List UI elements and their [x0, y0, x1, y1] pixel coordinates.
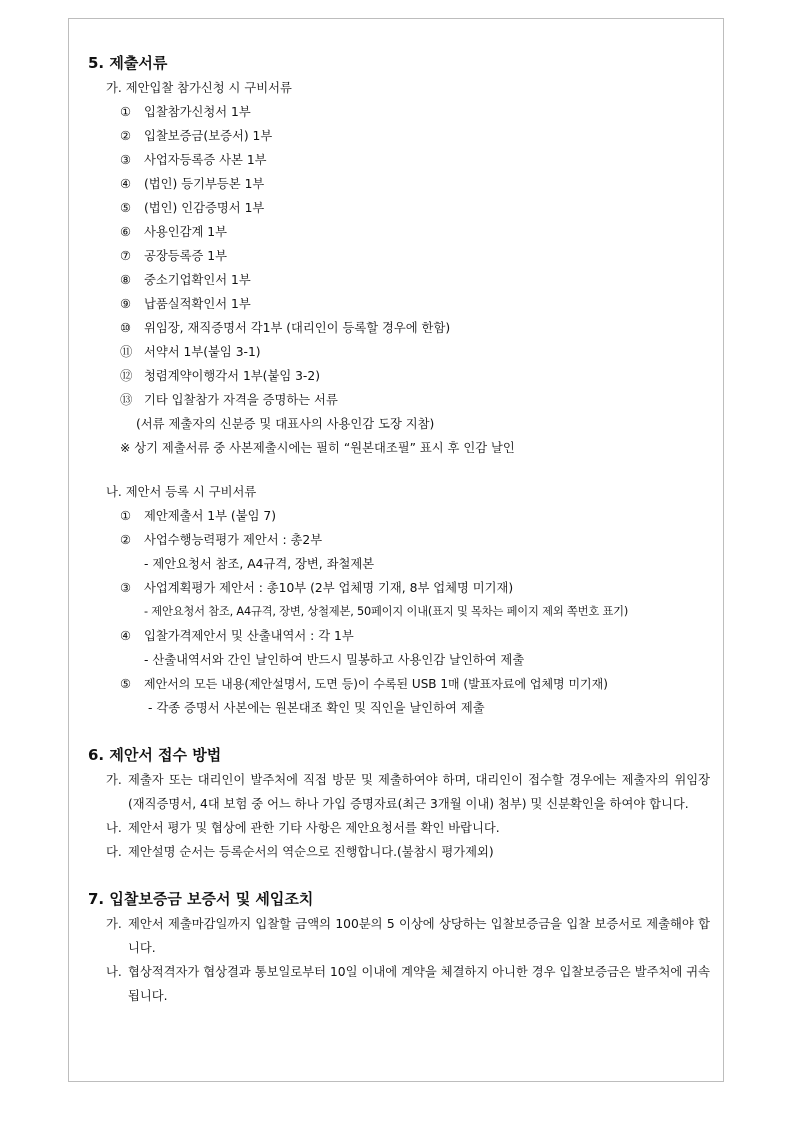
- section-6-title: 6. 제안서 접수 방법: [88, 746, 222, 764]
- list-item: ⑤ (법인) 인감증명서 1부: [120, 201, 265, 215]
- list-item: ④ (법인) 등기부등본 1부: [120, 177, 265, 191]
- list-item: ⑩ 위임장, 재직증명서 각1부 (대리인이 등록할 경우에 한함): [120, 321, 451, 335]
- list-item: ⑤ 제안서의 모든 내용(제안설명서, 도면 등)이 수록된 USB 1매 (발표자료에 업체명 미기재): [120, 677, 608, 691]
- list-item-sub: - 제안요청서 참조, A4규격, 장변, 상철제본, 50페이지 이내(표지 및 목차는 페이지 제외 쪽번호 표기): [144, 605, 629, 618]
- list-item: ⑨ 납품실적확인서 1부: [120, 297, 251, 311]
- list-item-sub: (서류 제출자의 신분증 및 대표사의 사용인감 도장 지참): [136, 417, 435, 431]
- list-item: ④ 입찰가격제안서 및 산출내역서 : 각 1부: [120, 629, 354, 643]
- list-item: ⑪ 서약서 1부(붙임 3-1): [120, 345, 261, 359]
- list-item: ③ 사업자등록증 사본 1부: [120, 153, 267, 167]
- registration-docs-list: [88, 504, 710, 720]
- paragraph: 가. 제출자 또는 대리인이 발주처에 직접 방문 및 제출하여야 하며, 대리인이 접수할 경우에는 제출자의 위임장(재직증명서, 4대 보험 중 어느 하나 가입 증명자료(최근 3개월 이내) 첨부) 및 신분확인을 하여야 합니다.: [106, 773, 710, 811]
- list-item-sub: - 제안요청서 참조, A4규격, 장변, 좌철제본: [144, 557, 375, 571]
- list-item: ② 사업수행능력평가 제안서 : 총2부: [120, 533, 323, 547]
- list-item: ② 입찰보증금(보증서) 1부: [120, 129, 273, 143]
- list-item: ① 제안제출서 1부 (붙임 7): [120, 509, 276, 523]
- paragraph: 다. 제안설명 순서는 등록순서의 역순으로 진행합니다.(불참시 평가제외): [106, 845, 494, 859]
- paragraph: 나. 협상적격자가 협상결과 통보일로부터 10일 이내에 계약을 체결하지 아니한 경우 입찰보증금은 발주처에 귀속됩니다.: [106, 965, 710, 1003]
- paragraph: 나. 제안서 평가 및 협상에 관한 기타 사항은 제안요청서를 확인 바랍니다.: [106, 821, 500, 835]
- document-body: [88, 50, 710, 1008]
- list-item-sub: - 각종 증명서 사본에는 원본대조 확인 및 직인을 날인하여 제출: [148, 701, 485, 715]
- list-item: ⑥ 사용인감계 1부: [120, 225, 228, 239]
- list-item: ③ 사업계획평가 제안서 : 총10부 (2부 업체명 기재, 8부 업체명 미기재): [120, 581, 514, 595]
- list-item: ⑧ 중소기업확인서 1부: [120, 273, 251, 287]
- section-5-na-heading: 나. 제안서 등록 시 구비서류: [106, 485, 257, 499]
- paragraph: 가. 제안서 제출마감일까지 입찰할 금액의 100분의 5 이상에 상당하는 입찰보증금을 입찰 보증서로 제출해야 합니다.: [106, 917, 710, 955]
- list-item: ⑦ 공장등록증 1부: [120, 249, 228, 263]
- required-docs-list: [88, 100, 710, 436]
- section-5-title: 5. 제출서류: [88, 54, 168, 72]
- list-item-sub: - 산출내역서와 간인 날인하여 반드시 밀봉하고 사용인감 날인하여 제출: [144, 653, 525, 667]
- section-7-title: 7. 입찰보증금 보증서 및 세입조치: [88, 890, 314, 908]
- list-item: ⑬ 기타 입찰참가 자격을 증명하는 서류: [120, 393, 338, 407]
- note-text: ※ 상기 제출서류 중 사본제출시에는 필히 “원본대조필” 표시 후 인감 날인: [120, 441, 515, 455]
- list-item: ① 입찰참가신청서 1부: [120, 105, 251, 119]
- section-5-ga-heading: 가. 제안입찰 참가신청 시 구비서류: [106, 81, 292, 95]
- list-item: ⑫ 청렴계약이행각서 1부(붙임 3-2): [120, 369, 320, 383]
